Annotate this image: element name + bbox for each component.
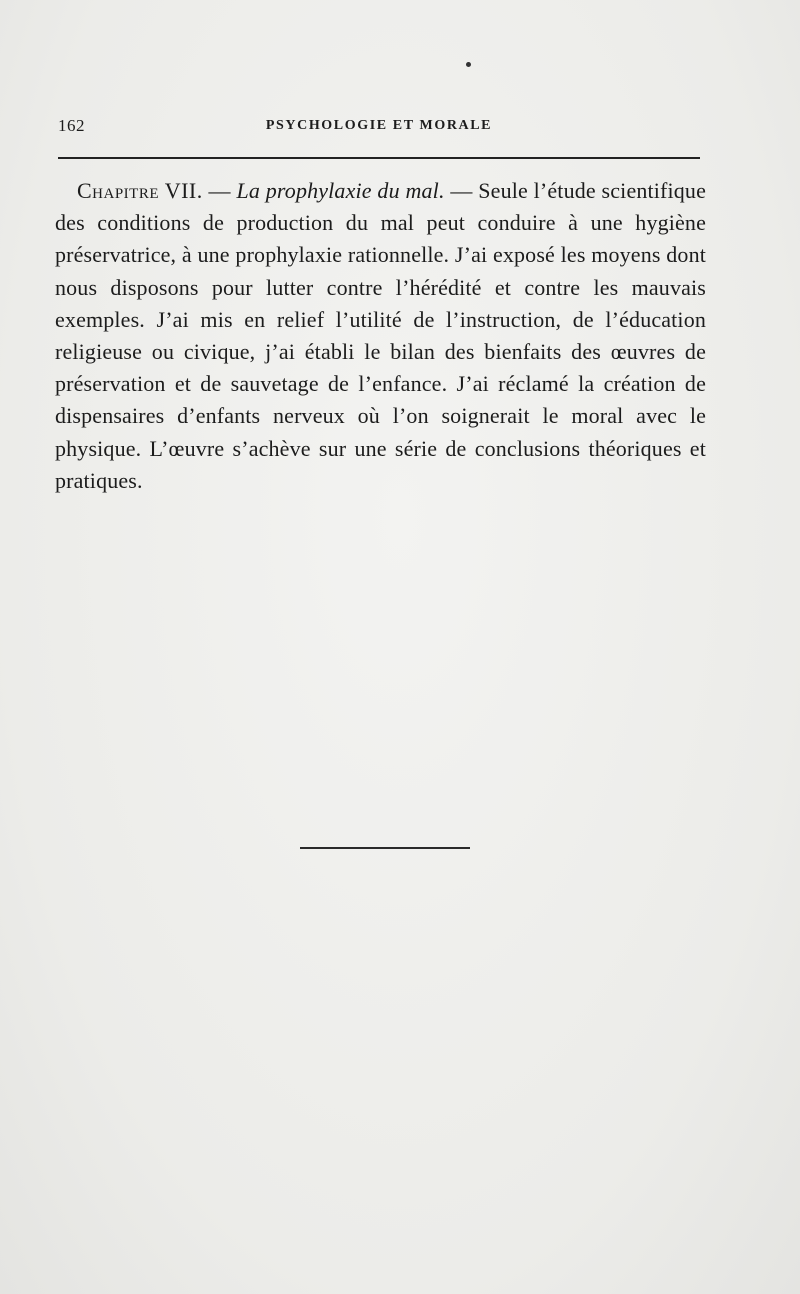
- chapter-summary-paragraph: [55, 175, 706, 497]
- page-number: 162: [58, 116, 85, 135]
- header-rule: [58, 157, 700, 159]
- dash: —: [202, 178, 237, 203]
- chapter-label: Chapitre VII.: [77, 178, 203, 203]
- running-title: PSYCHOLOGIE ET MORALE: [265, 118, 493, 133]
- paragraph-body: — Seule l’étude scientifique des conditions de production du mal peut conduire à une hygiène préservatrice, à une prophylaxie rationnelle. J’ai exposé les moyens dont nous disposons pour lutter contre l’hérédité et contre les mauvais exemples. J’ai mis en relief l’utilité de l’instruction, de l’éducation religieuse ou civique, j’ai établi le bilan des bienfaits des œuvres de préservation et de sauvetage de l’enfance. J’ai réclamé la création de dispensaires d’enfants nerveux où l’on soignerait le moral avec le physique. L’œuvre s’achève sur une série de conclusions théoriques et pratiques.: [55, 178, 706, 493]
- ink-speck: [466, 62, 471, 67]
- chapter-title: La prophylaxie du mal.: [236, 178, 445, 203]
- running-head: [58, 116, 700, 138]
- end-rule: [300, 847, 470, 849]
